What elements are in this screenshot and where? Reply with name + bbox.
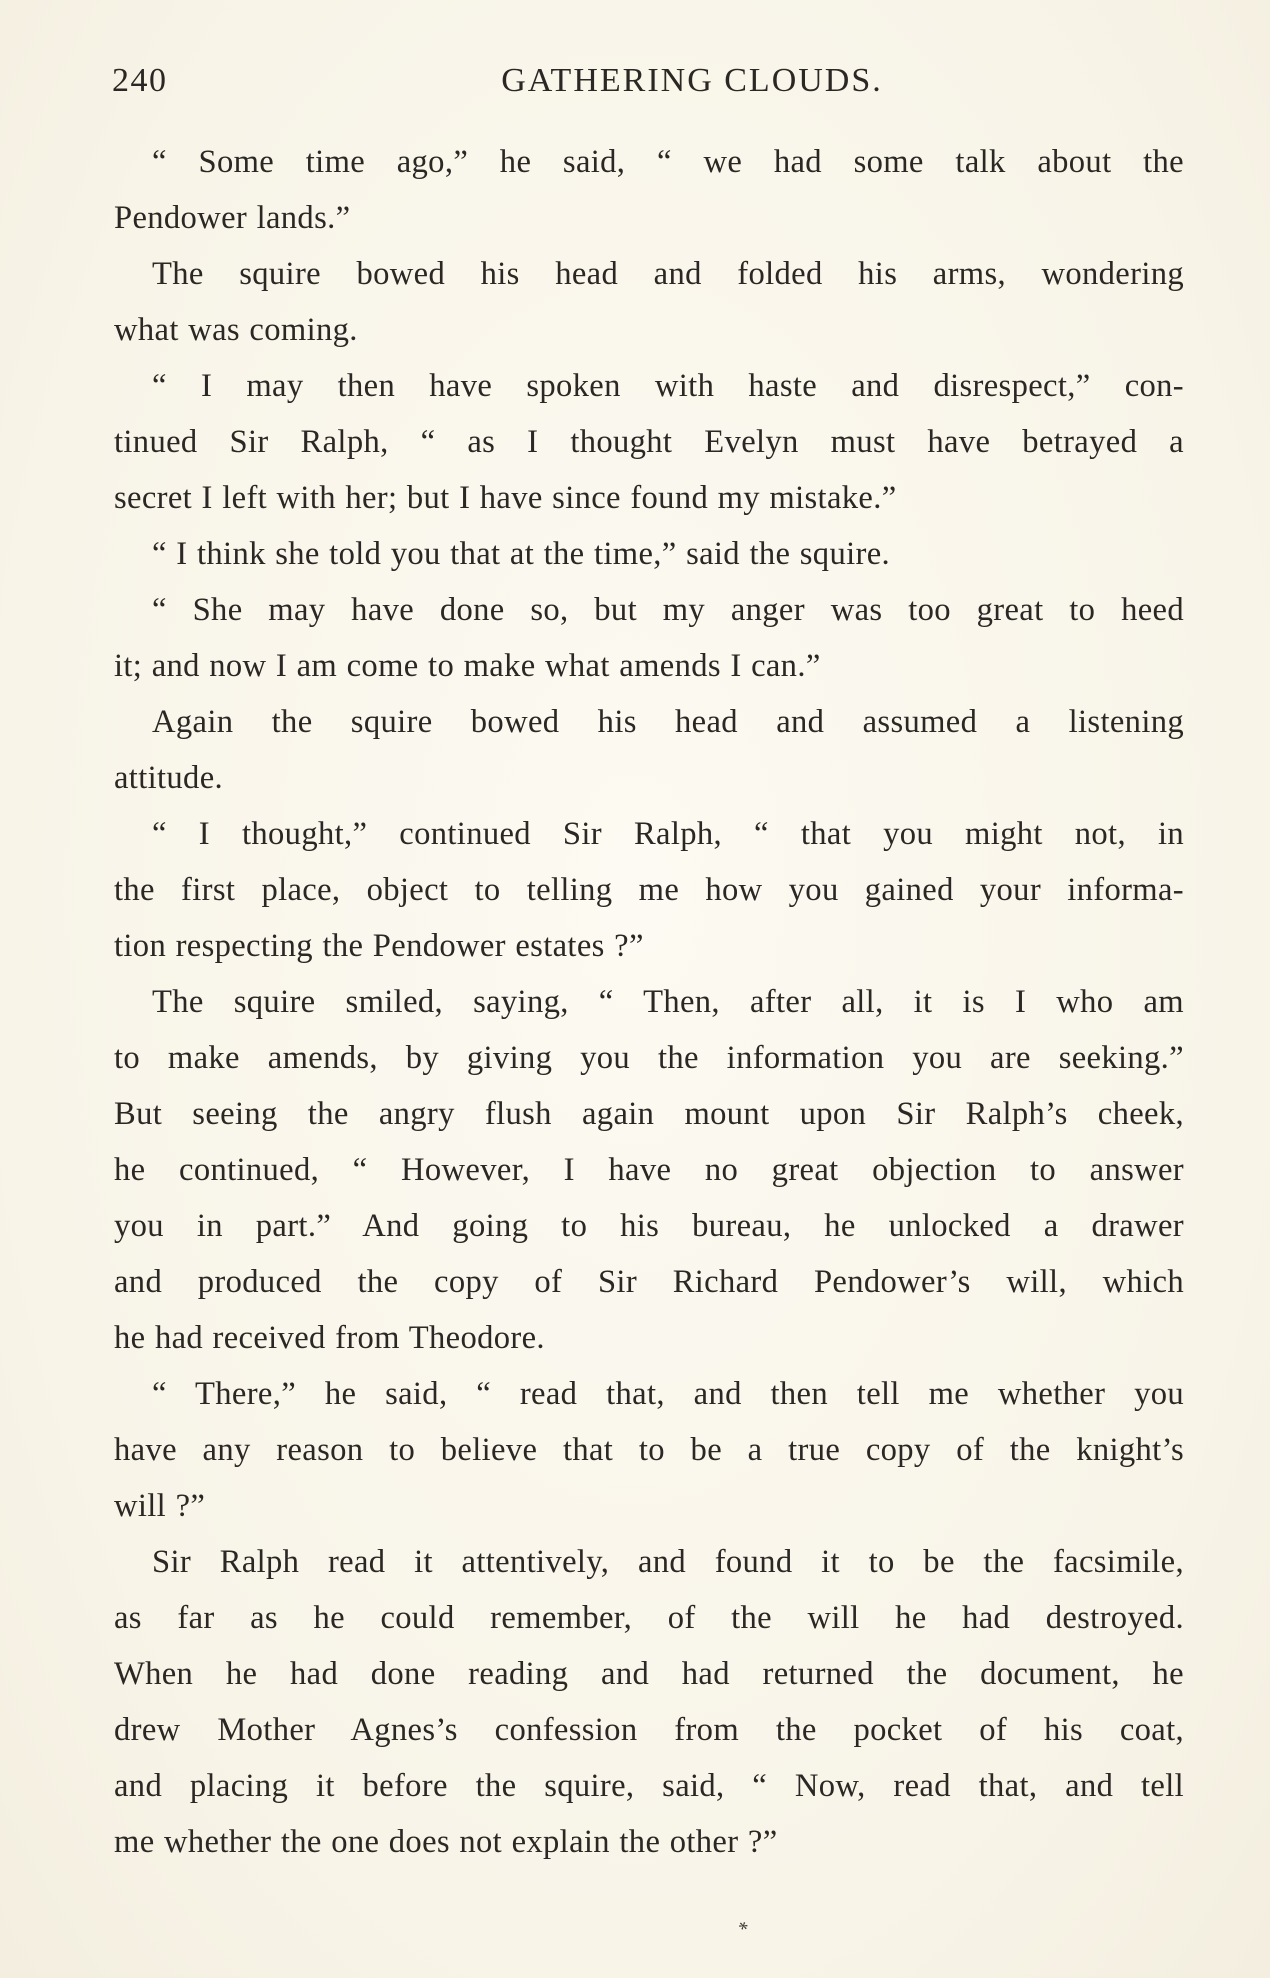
text-line: The squire smiled, saying, “ Then, after all, it is I who am — [152, 984, 1184, 1020]
text-line: and produced the copy of Sir Richard Pendower’s will, which — [114, 1264, 1184, 1300]
page-number: 240 — [112, 62, 168, 99]
ink-mark: * — [733, 1916, 751, 1942]
text-line: to make amends, by giving you the information you are seeking.” — [114, 1040, 1184, 1076]
text-line: “ I may then have spoken with haste and disrespect,” con- — [152, 368, 1184, 404]
text-line: drew Mother Agnes’s confession from the pocket of his coat, — [114, 1712, 1184, 1748]
text-line: as far as he could remember, of the will he had destroyed. — [114, 1600, 1184, 1636]
text-line: The squire bowed his head and folded his arms, wondering — [152, 256, 1184, 292]
body-text — [114, 134, 1184, 1870]
text-line: attitude. — [114, 760, 223, 796]
text-line: “ I thought,” continued Sir Ralph, “ that you might not, in — [152, 816, 1184, 852]
text-line: he had received from Theodore. — [114, 1320, 545, 1356]
text-line: “ She may have done so, but my anger was too great to heed — [152, 592, 1184, 628]
text-line: Sir Ralph read it attentively, and found it to be the facsimile, — [152, 1544, 1184, 1580]
text-line: When he had done reading and had returned the document, he — [114, 1656, 1184, 1692]
text-line: and placing it before the squire, said, “ Now, read that, and tell — [114, 1768, 1184, 1804]
text-line: me whether the one does not explain the other ?” — [114, 1824, 778, 1860]
text-line: “ I think she told you that at the time,” said the squire. — [152, 536, 890, 572]
text-line: have any reason to believe that to be a true copy of the knight’s — [114, 1432, 1184, 1468]
text-line: But seeing the angry flush again mount upon Sir Ralph’s cheek, — [114, 1096, 1184, 1132]
text-line: “ Some time ago,” he said, “ we had some talk about the — [152, 144, 1184, 180]
text-line: Again the squire bowed his head and assumed a listening — [152, 704, 1184, 740]
text-line: secret I left with her; but I have since found my mistake.” — [114, 480, 897, 516]
text-line: tinued Sir Ralph, “ as I thought Evelyn must have betrayed a — [114, 424, 1184, 460]
text-line: you in part.” And going to his bureau, he unlocked a drawer — [114, 1208, 1184, 1244]
page-header — [112, 56, 1182, 106]
text-line: tion respecting the Pendower estates ?” — [114, 928, 644, 964]
text-line: “ There,” he said, “ read that, and then tell me whether you — [152, 1376, 1184, 1412]
text-line: Pendower lands.” — [114, 200, 351, 236]
running-head: GATHERING CLOUDS. — [501, 62, 883, 99]
text-line: he continued, “ However, I have no great objection to answer — [114, 1152, 1184, 1188]
text-line: the first place, object to telling me how you gained your informa- — [114, 872, 1184, 908]
text-line: it; and now I am come to make what amends I can.” — [114, 648, 821, 684]
text-line: what was coming. — [114, 312, 358, 348]
text-line: will ?” — [114, 1488, 206, 1524]
